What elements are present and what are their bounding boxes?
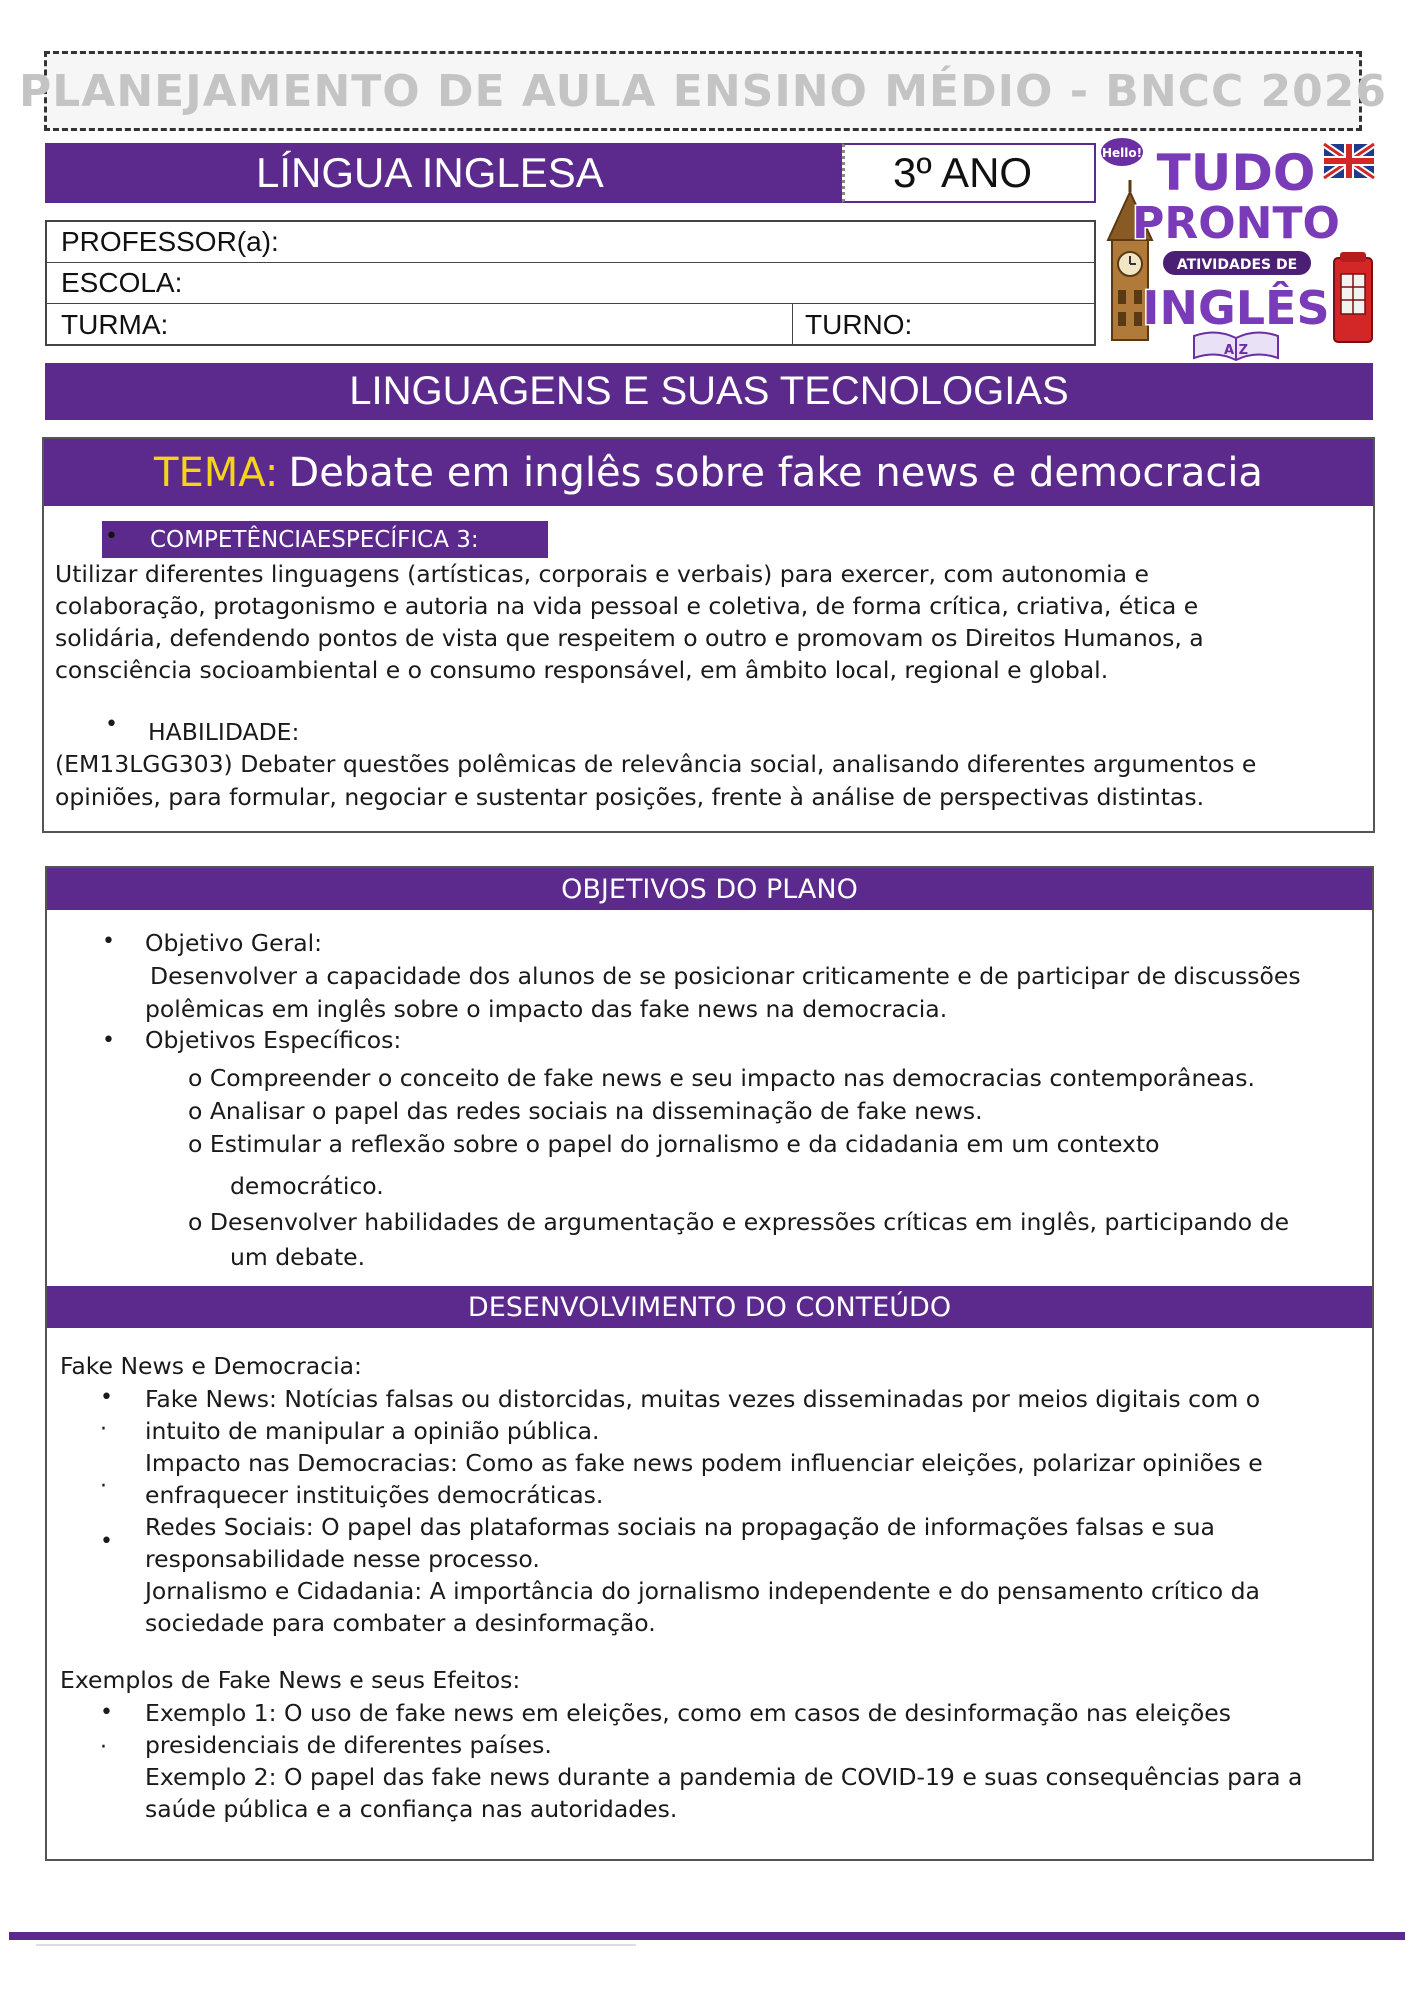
page-title: PLANEJAMENTO DE AULA ENSINO MÉDIO - BNCC 2026 [18,65,1388,117]
objetivo-especifico: o Desenvolver habilidades de argumentação e expressões críticas em inglês, participando de [188,1208,1290,1236]
objetivo-geral-label: Objetivo Geral: [145,929,323,957]
brand-logo [1098,130,1384,368]
bullet-icon: • [100,1529,113,1554]
conteudo-line: Jornalismo e Cidadania: A importância do jornalismo independente e do pensamento crítico da [145,1577,1260,1605]
footer-divider [9,1932,1405,1940]
conteudo-line: sociedade para combater a desinformação. [145,1609,656,1637]
bullet-icon: · [100,1417,107,1442]
brand-logo-graphic [1098,130,1384,368]
escola-field[interactable] [47,263,1094,304]
exemplo-line: Exemplo 2: O papel das fake news durante a pandemia de COVID-19 e suas consequências para a [145,1763,1303,1791]
objetivos-especificos-label: Objetivos Específicos: [145,1026,402,1054]
logo-ribbon: ATIVIDADES DE [1176,257,1298,273]
competencia-label: COMPETÊNCIAESPECÍFICA 3: [102,521,548,558]
bullet-icon: • [102,929,115,954]
book-text: A Z [1223,343,1249,358]
competencia-line: colaboração, protagonismo e autoria na vida pessoal e coletiva, de forma crítica, criativa, ética e [55,592,1199,620]
bullet-icon: · [100,1474,107,1499]
bullet-icon: • [100,1385,113,1410]
exemplo-line: Exemplo 1: O uso de fake news em eleições, como em casos de desinformação nas eleições [145,1699,1231,1727]
info-table [45,220,1096,346]
objetivo-geral-line: Desenvolver a capacidade dos alunos de se posicionar criticamente e de participar de discussões [150,962,1301,990]
bullet-icon: · [100,1735,107,1760]
logo-line2: PRONTO [1132,198,1340,249]
turma-label: TURMA: [61,308,169,340]
habilidade-line: opiniões, para formular, negociar e sustentar posições, frente à análise de perspectivas distintas. [55,783,1205,811]
conteudo-line: Redes Sociais: O papel das plataformas sociais na propagação de informações falsas e sua [145,1513,1215,1541]
subject-label: LÍNGUA INGLESA [45,143,842,203]
bullet-icon: • [102,1028,115,1053]
professor-label: PROFESSOR(a): [61,226,279,257]
tema-label: TEMA: [154,449,279,496]
section-title: Fake News e Democracia: [60,1352,362,1380]
tema-heading [44,439,1373,506]
book-icon [1194,332,1278,360]
objetivo-geral-line: polêmicas em inglês sobre o impacto das fake news na democracia. [145,995,948,1023]
tema-text: Debate em inglês sobre fake news e democracia [288,449,1263,496]
exemplo-line: saúde pública e a confiança nas autoridades. [145,1795,678,1823]
objetivo-especifico: democrático. [230,1172,384,1200]
area-heading: LINGUAGENS E SUAS TECNOLOGIAS [45,363,1373,420]
bullet-icon: • [105,524,118,549]
logo-line1: TUDO [1156,144,1316,202]
section-title: Exemplos de Fake News e seus Efeitos: [60,1666,521,1694]
logo-line3: INGLÊS [1142,281,1330,335]
desenvolvimento-heading: DESENVOLVIMENTO DO CONTEÚDO [47,1286,1372,1328]
hello-bubble [1100,137,1144,167]
page-title-banner [18,51,1388,131]
habilidade-line: (EM13LGG303) Debater questões polêmicas de relevância social, analisando diferentes argumentos e [55,750,1257,778]
uk-flag-icon [1324,144,1374,178]
turno-label: TURNO: [805,308,913,340]
turma-field[interactable] [47,304,1094,345]
turno-field[interactable] [792,304,912,345]
year-label: 3º ANO [842,143,1096,203]
subject-bar [45,143,1096,203]
objetivo-especifico: o Compreender o conceito de fake news e seu impacto nas democracias contemporâneas. [188,1064,1255,1092]
conteudo-line: intuito de manipular a opinião pública. [145,1417,600,1445]
conteudo-line: enfraquecer instituições democráticas. [145,1481,604,1509]
competencia-line: solidária, defendendo pontos de vista que respeitem o outro e promovam os Direitos Humanos, a [55,624,1204,652]
competencia-line: Utilizar diferentes linguagens (artísticas, corporais e verbais) para exercer, com autonomia e [55,560,1150,588]
objetivo-especifico: o Analisar o papel das redes sociais na disseminação de fake news. [188,1097,983,1125]
conteudo-line: Fake News: Notícias falsas ou distorcidas, muitas vezes disseminadas por meios digitais com o [145,1385,1261,1413]
conteudo-line: Impacto nas Democracias: Como as fake news podem influenciar eleições, polarizar opiniões e [145,1449,1263,1477]
objetivos-heading: OBJETIVOS DO PLANO [47,868,1372,910]
conteudo-line: responsabilidade nesse processo. [145,1545,540,1573]
bullet-icon: • [100,1700,113,1725]
competencia-line: consciência socioambiental e o consumo responsável, em âmbito local, regional e global. [55,656,1109,684]
professor-field[interactable] [47,222,1094,263]
exemplo-line: presidenciais de diferentes países. [145,1731,552,1759]
bullet-icon: • [105,712,118,737]
objetivo-especifico: o Estimular a reflexão sobre o papel do jornalismo e da cidadania em um contexto [188,1130,1160,1158]
footer-divider-light [36,1944,636,1946]
hello-text: Hello! [1101,146,1143,160]
phone-booth-icon [1334,252,1372,342]
objetivo-especifico: um debate. [230,1243,366,1271]
escola-label: ESCOLA: [61,267,183,298]
habilidade-label: HABILIDADE: [148,718,300,746]
